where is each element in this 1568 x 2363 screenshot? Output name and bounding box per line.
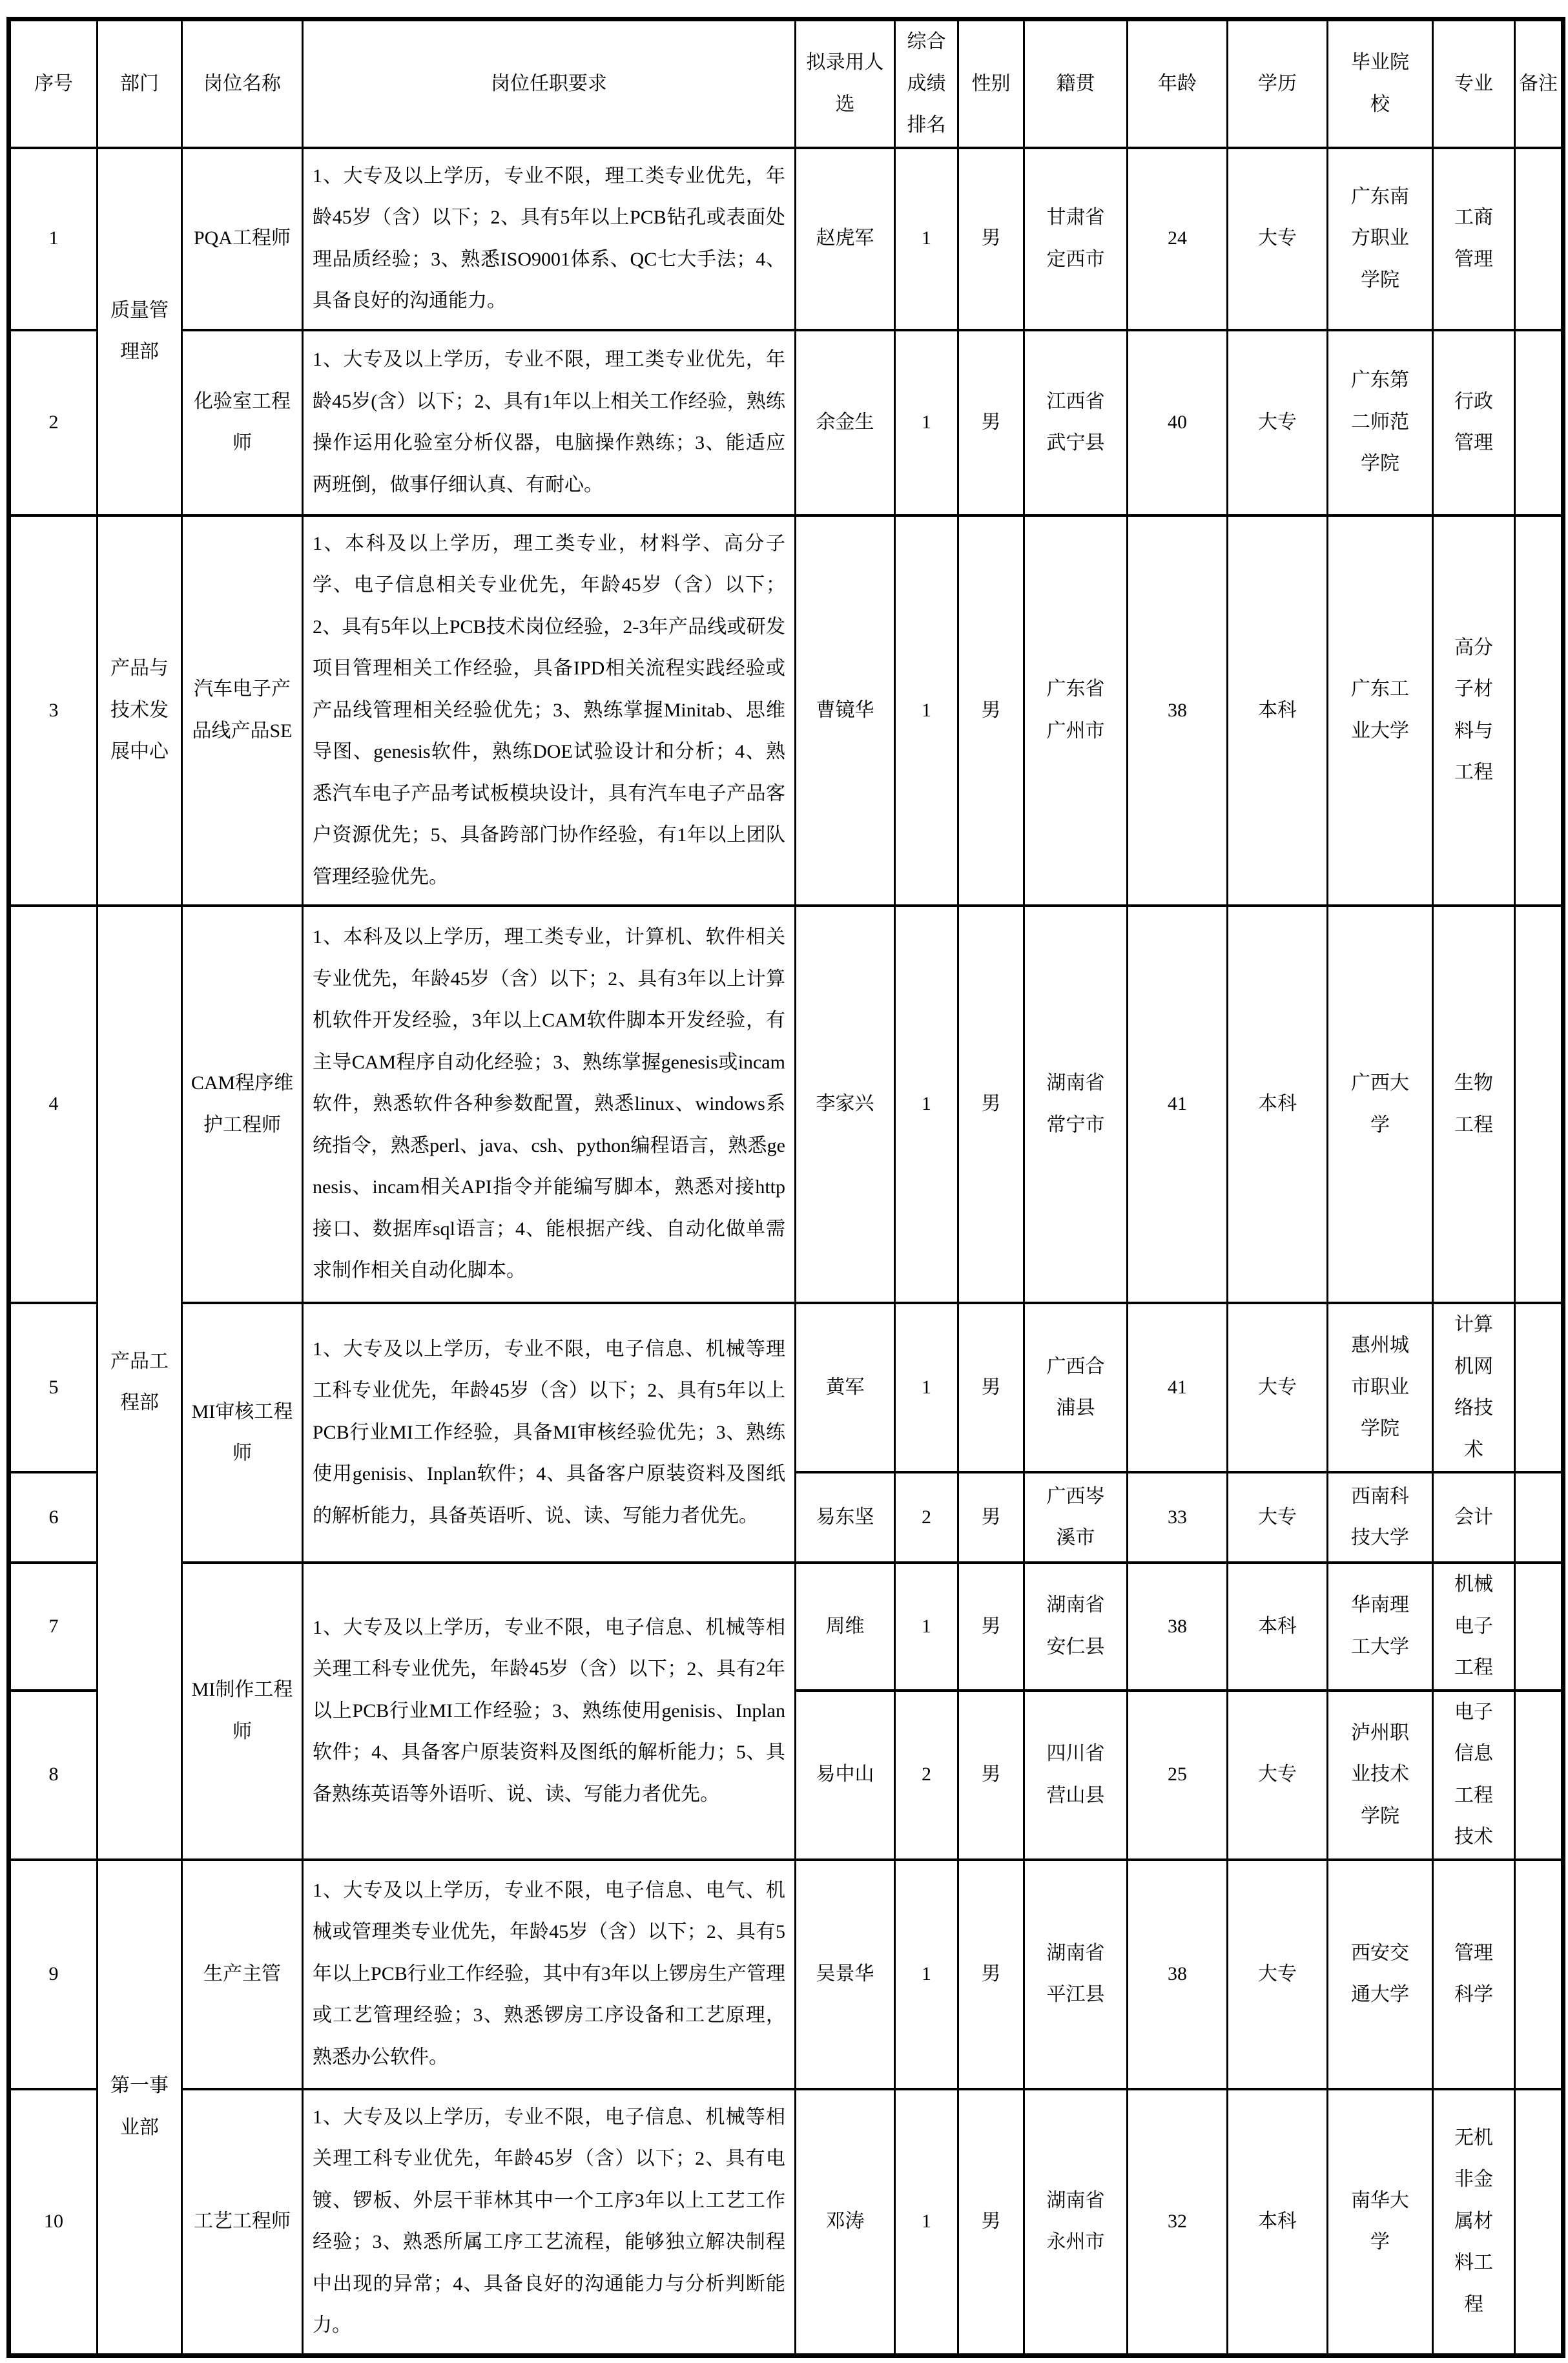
- cell-seq: 8: [9, 1691, 98, 1860]
- cell-position: MI制作工程师: [182, 1563, 303, 1860]
- cell-gender: 男: [958, 906, 1024, 1303]
- cell-seq: 2: [9, 330, 98, 515]
- cell-candidate: 曹镜华: [796, 515, 895, 906]
- cell-major: 无机非金属材料工程: [1433, 2089, 1515, 2356]
- cell-seq: 1: [9, 148, 98, 330]
- cell-hometown: 广西岑溪市: [1024, 1472, 1128, 1563]
- cell-age: 38: [1128, 1563, 1228, 1691]
- cell-age: 38: [1128, 1860, 1228, 2089]
- cell-rank: 1: [895, 148, 958, 330]
- cell-requirements: 1、大专及以上学历，专业不限，电子信息、机械等相关理工科专业优先，年龄45岁（含）以下；2、具有2年以上PCB行业MI工作经验；3、熟练使用genisis、Inplan软件；4、具备客户原装资料及图纸的解析能力；5、具备熟练英语等外语听、说、读、写能力者优先。: [303, 1563, 796, 1860]
- cell-seq: 4: [9, 906, 98, 1303]
- cell-school: 广东第二师范学院: [1328, 330, 1433, 515]
- col-header-rank: 综合成绩排名: [895, 19, 958, 148]
- cell-candidate: 吴景华: [796, 1860, 895, 2089]
- cell-requirements: 1、本科及以上学历，理工类专业，计算机、软件相关专业优先，年龄45岁（含）以下；2、具有3年以上计算机软件开发经验，3年以上CAM软件脚本开发经验，有主导CAM程序自动化经验；3、熟练掌握genesis或incam软件，熟悉软件各种参数配置，熟悉linux、windows系统指令，熟悉perl、java、csh、python编程语言，熟悉genesis、incam相关API指令并能编写脚本，熟悉对接http接口、数据库sql语言；4、能根据产线、自动化做单需求制作相关自动化脚本。: [303, 906, 796, 1303]
- cell-rank: 2: [895, 1472, 958, 1563]
- cell-gender: 男: [958, 148, 1024, 330]
- cell-requirements: 1、大专及以上学历，专业不限，电子信息、电气、机械或管理类专业优先，年龄45岁（含）以下；2、具有5年以上PCB行业工作经验，其中有3年以上锣房生产管理或工艺管理经验；3、熟悉锣房工序设备和工艺原理，熟悉办公软件。: [303, 1860, 796, 2089]
- cell-age: 32: [1128, 2089, 1228, 2356]
- col-header-hometown: 籍贯: [1024, 19, 1128, 148]
- cell-gender: 男: [958, 515, 1024, 906]
- cell-candidate: 周维: [796, 1563, 895, 1691]
- cell-school: 广西大学: [1328, 906, 1433, 1303]
- cell-education: 大专: [1228, 1691, 1328, 1860]
- cell-position: 生产主管: [182, 1860, 303, 2089]
- cell-remark: [1515, 330, 1563, 515]
- cell-education: 大专: [1228, 1303, 1328, 1472]
- cell-rank: 1: [895, 906, 958, 1303]
- cell-school: 西南科技大学: [1328, 1472, 1433, 1563]
- cell-education: 本科: [1228, 906, 1328, 1303]
- col-header-candidate: 拟录用人选: [796, 19, 895, 148]
- col-header-requirements: 岗位任职要求: [303, 19, 796, 148]
- cell-gender: 男: [958, 1860, 1024, 2089]
- cell-position: 工艺工程师: [182, 2089, 303, 2356]
- cell-department: 产品与技术发展中心: [98, 515, 182, 906]
- cell-rank: 1: [895, 1303, 958, 1472]
- cell-age: 24: [1128, 148, 1228, 330]
- col-header-education: 学历: [1228, 19, 1328, 148]
- cell-major: 工商管理: [1433, 148, 1515, 330]
- cell-requirements: 1、大专及以上学历，专业不限，理工类专业优先，年龄45岁(含）以下；2、具有1年以上相关工作经验，熟练操作运用化验室分析仪器，电脑操作熟练；3、能适应两班倒，做事仔细认真、有耐心。: [303, 330, 796, 515]
- header-row: [9, 19, 1563, 148]
- cell-gender: 男: [958, 1472, 1024, 1563]
- cell-age: 25: [1128, 1691, 1228, 1860]
- cell-rank: 1: [895, 330, 958, 515]
- cell-gender: 男: [958, 1563, 1024, 1691]
- cell-rank: 1: [895, 515, 958, 906]
- col-header-major: 专业: [1433, 19, 1515, 148]
- table-row: [9, 1860, 1563, 2089]
- cell-remark: [1515, 1472, 1563, 1563]
- cell-hometown: 湖南省永州市: [1024, 2089, 1128, 2356]
- cell-hometown: 江西省武宁县: [1024, 330, 1128, 515]
- cell-education: 本科: [1228, 515, 1328, 906]
- table-row: [9, 515, 1563, 906]
- cell-seq: 5: [9, 1303, 98, 1472]
- cell-position: 汽车电子产品线产品SE: [182, 515, 303, 906]
- cell-remark: [1515, 1303, 1563, 1472]
- col-header-position: 岗位名称: [182, 19, 303, 148]
- cell-candidate: 余金生: [796, 330, 895, 515]
- cell-age: 41: [1128, 906, 1228, 1303]
- cell-gender: 男: [958, 330, 1024, 515]
- cell-candidate: 易中山: [796, 1691, 895, 1860]
- cell-position: MI审核工程师: [182, 1303, 303, 1563]
- cell-major: 管理科学: [1433, 1860, 1515, 2089]
- cell-school: 华南理工大学: [1328, 1563, 1433, 1691]
- cell-requirements: 1、大专及以上学历，专业不限，电子信息、机械等相关理工科专业优先，年龄45岁（含）以下；2、具有电镀、锣板、外层干菲林其中一个工序3年以上工艺工作经验；3、熟悉所属工序工艺流程，能够独立解决制程中出现的异常；4、具备良好的沟通能力与分析判断能力。: [303, 2089, 796, 2356]
- col-header-age: 年龄: [1128, 19, 1228, 148]
- cell-rank: 2: [895, 1691, 958, 1860]
- table-row: [9, 1563, 1563, 1691]
- col-header-remark: 备注: [1515, 19, 1563, 148]
- cell-hometown: 湖南省常宁市: [1024, 906, 1128, 1303]
- col-header-department: 部门: [98, 19, 182, 148]
- cell-school: 西安交通大学: [1328, 1860, 1433, 2089]
- cell-age: 40: [1128, 330, 1228, 515]
- cell-age: 41: [1128, 1303, 1228, 1472]
- cell-major: 会计: [1433, 1472, 1515, 1563]
- cell-education: 大专: [1228, 148, 1328, 330]
- cell-department: 第一事业部: [98, 1860, 182, 2356]
- cell-major: 机械电子工程: [1433, 1563, 1515, 1691]
- cell-major: 生物工程: [1433, 906, 1515, 1303]
- cell-major: 高分子材料与工程: [1433, 515, 1515, 906]
- cell-age: 33: [1128, 1472, 1228, 1563]
- cell-remark: [1515, 2089, 1563, 2356]
- cell-hometown: 湖南省平江县: [1024, 1860, 1128, 2089]
- cell-remark: [1515, 1860, 1563, 2089]
- cell-school: 广东工业大学: [1328, 515, 1433, 906]
- recruitment-table: [6, 17, 1565, 2358]
- cell-position: 化验室工程师: [182, 330, 303, 515]
- cell-candidate: 赵虎军: [796, 148, 895, 330]
- cell-hometown: 四川省营山县: [1024, 1691, 1128, 1860]
- cell-rank: 1: [895, 1563, 958, 1691]
- cell-remark: [1515, 906, 1563, 1303]
- cell-position: PQA工程师: [182, 148, 303, 330]
- cell-requirements: 1、大专及以上学历，专业不限，电子信息、机械等理工科专业优先，年龄45岁（含）以下；2、具有5年以上PCB行业MI工作经验，具备MI审核经验优先；3、熟练使用genisis、Inplan软件；4、具备客户原装资料及图纸的解析能力，具备英语听、说、读、写能力者优先。: [303, 1303, 796, 1563]
- cell-education: 大专: [1228, 1472, 1328, 1563]
- cell-major: 计算机网络技术: [1433, 1303, 1515, 1472]
- cell-hometown: 湖南省安仁县: [1024, 1563, 1128, 1691]
- cell-age: 38: [1128, 515, 1228, 906]
- cell-remark: [1515, 148, 1563, 330]
- cell-school: 惠州城市职业学院: [1328, 1303, 1433, 1472]
- cell-candidate: 邓涛: [796, 2089, 895, 2356]
- col-header-school: 毕业院校: [1328, 19, 1433, 148]
- table-row: [9, 1303, 1563, 1472]
- cell-seq: 3: [9, 515, 98, 906]
- col-header-seq: 序号: [9, 19, 98, 148]
- cell-remark: [1515, 515, 1563, 906]
- cell-hometown: 甘肃省定西市: [1024, 148, 1128, 330]
- cell-department: 质量管理部: [98, 148, 182, 515]
- cell-seq: 7: [9, 1563, 98, 1691]
- cell-school: 泸州职业技术学院: [1328, 1691, 1433, 1860]
- cell-requirements: 1、大专及以上学历，专业不限，理工类专业优先，年龄45岁（含）以下；2、具有5年以上PCB钻孔或表面处理品质经验；3、熟悉ISO9001体系、QC七大手法；4、具备良好的沟通能力。: [303, 148, 796, 330]
- cell-candidate: 黄军: [796, 1303, 895, 1472]
- table-row: [9, 906, 1563, 1303]
- cell-major: 行政管理: [1433, 330, 1515, 515]
- cell-gender: 男: [958, 1691, 1024, 1860]
- cell-rank: 1: [895, 2089, 958, 2356]
- cell-gender: 男: [958, 1303, 1024, 1472]
- cell-education: 大专: [1228, 1860, 1328, 2089]
- cell-gender: 男: [958, 2089, 1024, 2356]
- cell-seq: 10: [9, 2089, 98, 2356]
- table-row: [9, 330, 1563, 515]
- cell-seq: 6: [9, 1472, 98, 1563]
- cell-department: 产品工程部: [98, 906, 182, 1860]
- cell-school: 南华大学: [1328, 2089, 1433, 2356]
- table-row: [9, 148, 1563, 330]
- cell-education: 大专: [1228, 330, 1328, 515]
- cell-hometown: 广东省广州市: [1024, 515, 1128, 906]
- cell-rank: 1: [895, 1860, 958, 2089]
- col-header-gender: 性别: [958, 19, 1024, 148]
- cell-hometown: 广西合浦县: [1024, 1303, 1128, 1472]
- cell-education: 本科: [1228, 2089, 1328, 2356]
- cell-major: 电子信息工程技术: [1433, 1691, 1515, 1860]
- cell-position: CAM程序维护工程师: [182, 906, 303, 1303]
- cell-remark: [1515, 1691, 1563, 1860]
- cell-candidate: 李家兴: [796, 906, 895, 1303]
- cell-remark: [1515, 1563, 1563, 1691]
- cell-school: 广东南方职业学院: [1328, 148, 1433, 330]
- cell-candidate: 易东坚: [796, 1472, 895, 1563]
- cell-education: 本科: [1228, 1563, 1328, 1691]
- table-row: [9, 2089, 1563, 2356]
- cell-seq: 9: [9, 1860, 98, 2089]
- cell-requirements: 1、本科及以上学历，理工类专业，材料学、高分子学、电子信息相关专业优先，年龄45岁（含）以下；2、具有5年以上PCB技术岗位经验，2-3年产品线或研发项目管理相关工作经验，具备IPD相关流程实践经验或产品线管理相关经验优先；3、熟练掌握Minitab、思维导图、genesis软件，熟练DOE试验设计和分析；4、熟悉汽车电子产品考试板模块设计，具有汽车电子产品客户资源优先；5、具备跨部门协作经验，有1年以上团队管理经验优先。: [303, 515, 796, 906]
